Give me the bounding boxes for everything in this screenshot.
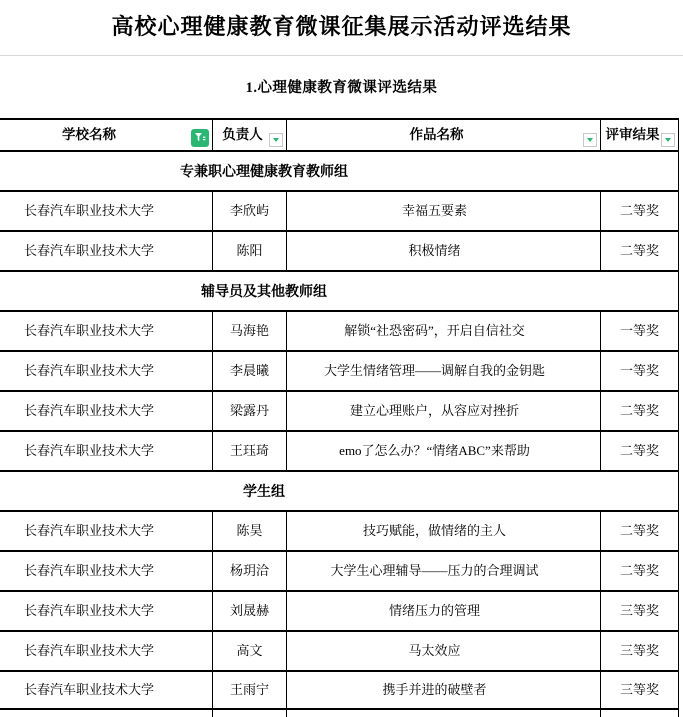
empty-cell [287,710,601,717]
group-header-row [0,272,679,312]
award-cell[interactable]: 二等奖 [601,512,679,550]
group-header-row [0,472,679,512]
table-row [0,552,679,592]
header-label-work: 作品名称 [409,126,464,142]
table-row [0,232,679,272]
empty-cell [0,710,213,717]
person-cell[interactable]: 陈阳 [213,232,287,270]
person-cell[interactable]: 王珏琦 [213,432,287,470]
chevron-down-icon [587,138,593,142]
clipped-row-stub [0,710,679,717]
work-cell[interactable]: 大学生情绪管理——调解自我的金钥匙 [287,352,601,390]
filter-funnel-icon [194,132,206,144]
person-cell[interactable]: 刘晟赫 [213,592,287,630]
empty-cell [213,710,287,717]
person-cell[interactable]: 王雨宁 [213,672,287,708]
person-cell[interactable]: 陈昊 [213,512,287,550]
chevron-down-icon [665,138,671,142]
school-cell[interactable]: 长春汽车职业技术大学 [0,552,213,590]
group-label-students[interactable]: 学生组 [0,472,679,510]
header-label-person: 负责人 [222,126,263,142]
school-cell[interactable]: 长春汽车职业技术大学 [0,232,213,270]
award-cell[interactable]: 三等奖 [601,632,679,670]
table-row [0,192,679,232]
chevron-down-icon [273,138,279,142]
award-cell[interactable]: 二等奖 [601,552,679,590]
school-cell[interactable]: 长春汽车职业技术大学 [0,512,213,550]
work-cell[interactable]: 情绪压力的管理 [287,592,601,630]
award-cell[interactable]: 二等奖 [601,232,679,270]
header-cell-person[interactable] [213,120,287,150]
person-cell[interactable]: 梁露丹 [213,392,287,430]
school-cell[interactable]: 长春汽车职业技术大学 [0,632,213,670]
award-cell[interactable]: 三等奖 [601,592,679,630]
horizontal-divider [0,55,683,56]
person-cell[interactable]: 杨玥洽 [213,552,287,590]
table-row [0,512,679,552]
work-cell[interactable]: 大学生心理辅导——压力的合理调试 [287,552,601,590]
award-cell[interactable]: 二等奖 [601,432,679,470]
work-cell[interactable]: 解锁“社恐密码”，开启自信社交 [287,312,601,350]
table-row [0,352,679,392]
school-cell[interactable]: 长春汽车职业技术大学 [0,592,213,630]
header-label-result: 评审结果 [605,126,660,142]
header-label-school: 学校名称 [62,126,116,142]
table-row [0,592,679,632]
empty-cell [601,710,679,717]
filter-dropdown-button-result[interactable] [661,133,675,147]
header-cell-school[interactable] [0,120,213,150]
school-cell[interactable]: 长春汽车职业技术大学 [0,312,213,350]
person-cell[interactable]: 高文 [213,632,287,670]
award-cell[interactable]: 三等奖 [601,672,679,708]
header-cell-result[interactable] [601,120,679,150]
award-cell[interactable]: 二等奖 [601,392,679,430]
school-cell[interactable]: 长春汽车职业技术大学 [0,392,213,430]
school-cell[interactable]: 长春汽车职业技术大学 [0,192,213,230]
group-label-teachers[interactable]: 专兼职心理健康教育教师组 [0,152,679,190]
work-cell[interactable]: 建立心理账户，从容应对挫折 [287,392,601,430]
work-cell[interactable]: 技巧赋能，做情绪的主人 [287,512,601,550]
work-cell[interactable]: emo了怎么办？“情绪ABC”来帮助 [287,432,601,470]
school-cell[interactable]: 长春汽车职业技术大学 [0,672,213,708]
person-cell[interactable]: 李欣屿 [213,192,287,230]
work-cell[interactable]: 幸福五要素 [287,192,601,230]
work-cell[interactable]: 积极情绪 [287,232,601,270]
work-cell[interactable]: 携手并进的破壁者 [287,672,601,708]
award-cell[interactable]: 一等奖 [601,312,679,350]
table-row [0,312,679,352]
group-header-row [0,152,679,192]
filter-applied-button[interactable] [191,129,209,147]
school-cell[interactable]: 长春汽车职业技术大学 [0,352,213,390]
award-cell[interactable]: 一等奖 [601,352,679,390]
award-cell[interactable]: 二等奖 [601,192,679,230]
group-label-counselors[interactable]: 辅导员及其他教师组 [0,272,679,310]
page-title: 高校心理健康教育微课征集展示活动评选结果 [111,14,572,39]
person-cell[interactable]: 马海艳 [213,312,287,350]
results-table [0,118,679,717]
school-cell[interactable]: 长春汽车职业技术大学 [0,432,213,470]
table-header-row [0,118,679,152]
table-row [0,392,679,432]
table-row [0,672,679,710]
table-row [0,432,679,472]
work-cell[interactable]: 马太效应 [287,632,601,670]
section-heading: 1.心理健康教育微课评选结果 [245,80,438,96]
header-cell-work[interactable] [287,120,601,150]
table-row [0,632,679,672]
person-cell[interactable]: 李晨曦 [213,352,287,390]
filter-dropdown-button-person[interactable] [269,133,283,147]
filter-dropdown-button-work[interactable] [583,133,597,147]
